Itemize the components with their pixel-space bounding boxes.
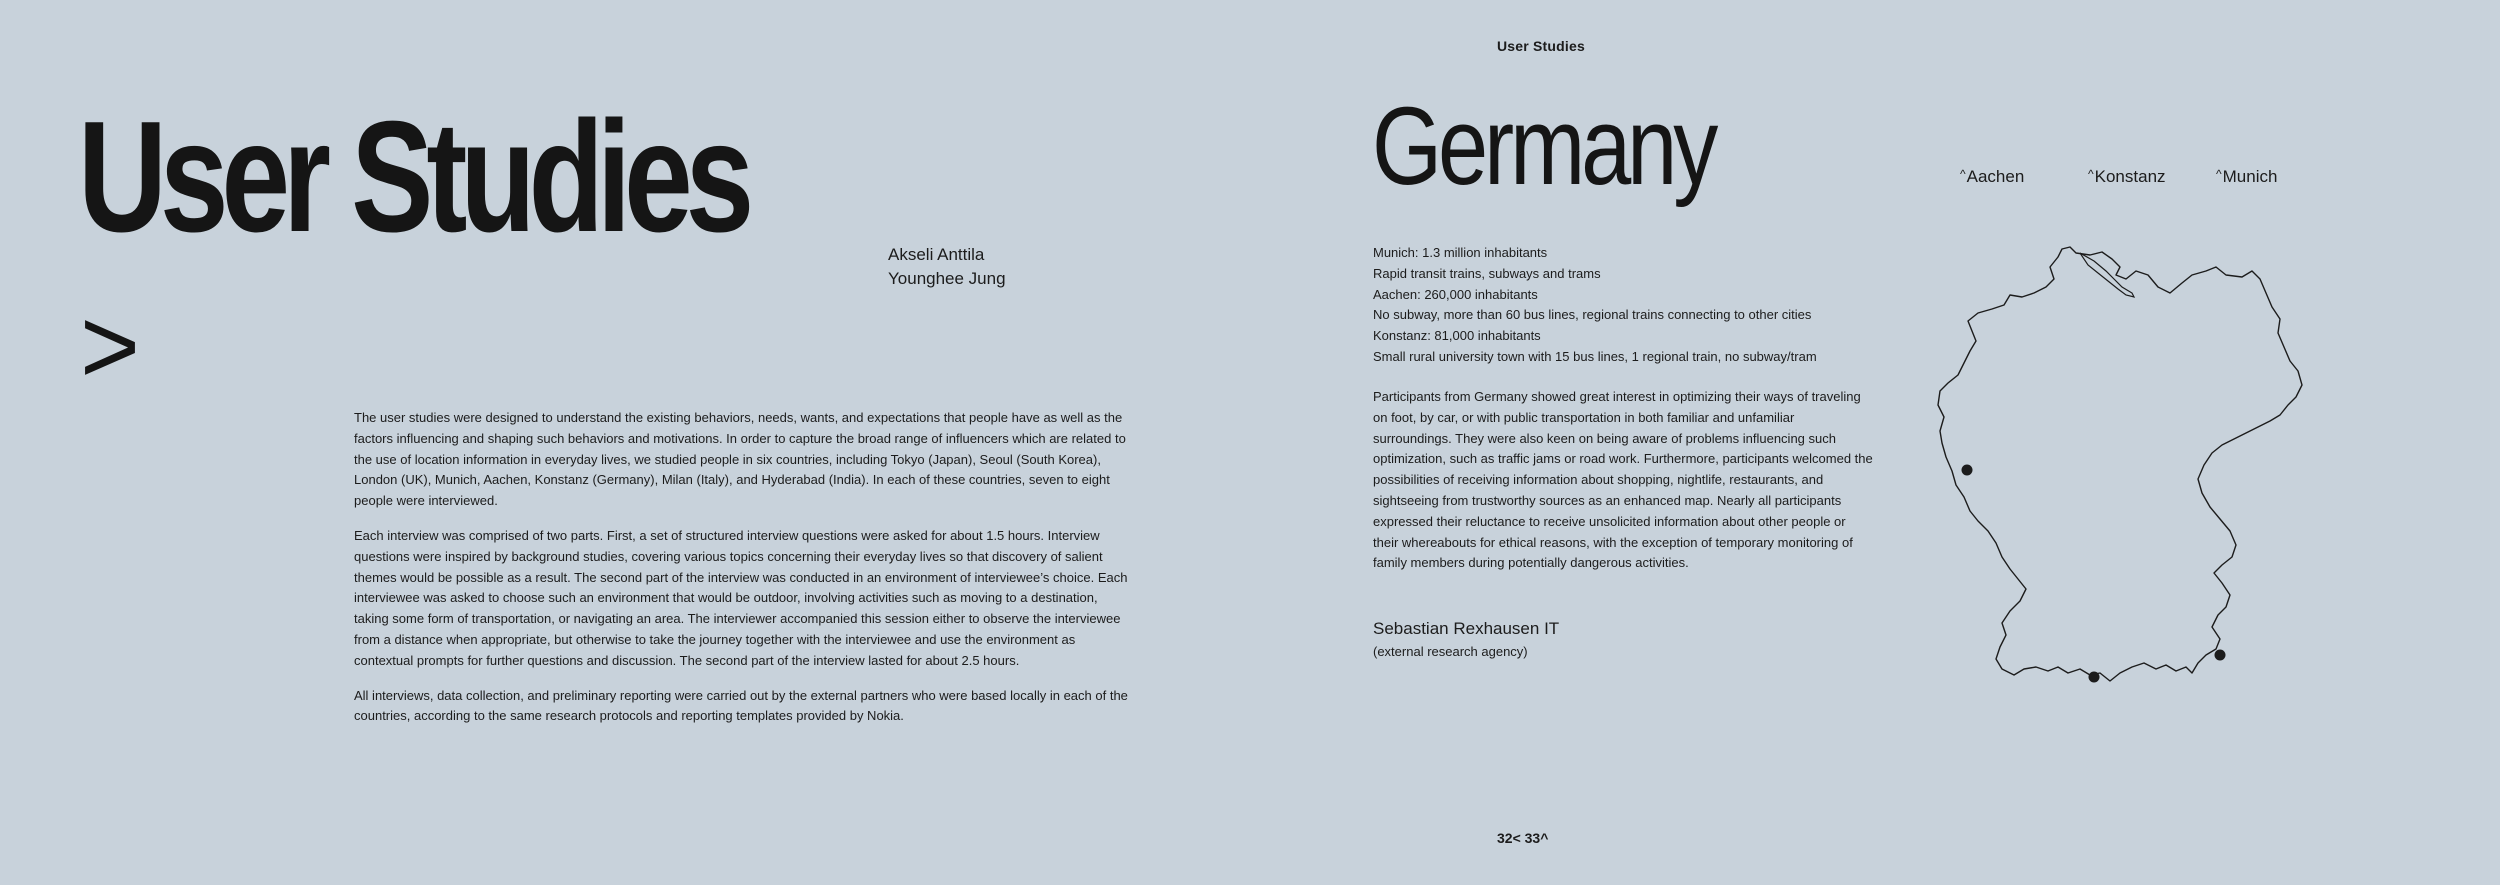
city-label-munich	[2216, 167, 2277, 187]
running-header: User Studies	[1497, 38, 1585, 54]
intro-paragraph: All interviews, data collection, and preliminary reporting were carried out by the external partners who were based locally in each of the countries, according to the same research protocols and reporting templates provided by Nokia.	[354, 687, 1128, 724]
city-label-text: Munich	[2222, 167, 2278, 186]
fact-line: Aachen: 260,000 inhabitants	[1373, 286, 1538, 302]
city-marker-munich	[2215, 650, 2226, 661]
fact-line: Rapid transit trains, subways and trams	[1373, 265, 1601, 281]
authors	[888, 243, 1006, 291]
city-labels	[1960, 167, 2400, 191]
city-facts	[1373, 243, 1933, 368]
chevron-right-icon: >	[80, 285, 140, 406]
city-label-aachen	[1960, 167, 2024, 187]
caret-icon: ^	[2088, 167, 2094, 181]
caret-icon: ^	[1960, 167, 1966, 181]
author-name: Akseli Anttila	[888, 245, 985, 264]
page-numbers: 32< 33^	[1497, 830, 1549, 846]
germany-map	[1930, 235, 2390, 715]
city-marker-konstanz	[2089, 672, 2100, 683]
fact-line: Small rural university town with 15 bus lines, 1 regional train, no subway/tram	[1373, 348, 1817, 364]
intro-paragraph: Each interview was comprised of two parts. First, a set of structured interview questions were asked for about 1.5 hours. Interview questions were inspired by background studies, covering various topics concerning their everyday lives so that discovery of salient themes would be possible as a result. The second part of the interview was conducted in an environment of interviewee’s choice. Each interviewee was asked to choose such an environment that would be outdoor, involving activities such as moving to a destination, taking some form of transportation, or navigating an area. The interviewer accompanied this session either to observe the interviewee from a distance when appropriate, but otherwise to take the journey together with the interviewee and use the environment as contextual prompts for further questions and discussion. The second part of the interview lasted for about 2.5 hours.	[354, 527, 1128, 668]
city-marker-aachen	[1962, 465, 1973, 476]
fact-line: No subway, more than 60 bus lines, regional trains connecting to other cities	[1373, 307, 1812, 323]
intro-paragraph: The user studies were designed to understand the existing behaviors, needs, wants, and expectations that people have as well as the factors influencing and shaping such behaviors and motivations. In order to capture the broad range of influencers which are related to the use of location information in everyday lives, we studied people in six countries, including Tokyo (Japan), Seoul (South Korea), London (UK), Munich, Aachen, Konstanz (Germany), Milan (Italy), and Hyderabad (India). In each of these countries, seven to eight people were interviewed.	[354, 410, 1126, 509]
page-title: User Studies	[78, 89, 748, 265]
city-label-text: Aachen	[1966, 167, 2025, 186]
fact-line: Munich: 1.3 million inhabitants	[1373, 245, 1548, 260]
city-label-text: Konstanz	[2094, 167, 2166, 186]
author-name: Younghee Jung	[888, 269, 1006, 288]
research-agency: (external research agency)	[1373, 644, 1528, 659]
island-outline	[2080, 253, 2134, 297]
country-title: Germany	[1372, 85, 1715, 208]
city-label-konstanz	[2088, 167, 2166, 187]
researcher-name: Sebastian Rexhausen IT	[1373, 619, 1560, 638]
fact-line: Konstanz: 81,000 inhabitants	[1373, 328, 1541, 344]
participants-paragraph: Participants from Germany showed great interest in optimizing their ways of traveling on foot, by car, or with public transportation in both familiar and unfamiliar surroundings. They were also keen on being aware of problems influencing such optimization, such as traffic jams or road work. Furthermore, participants welcomed the possibilities of receiving information about shopping, nightlife, restaurants, and sightseeing from trustworthy sources as an enhanced map. Nearly all participants expressed their reluctance to receive unsolicited information about other people or their whereabouts for ethical reasons, with the exception of temporary monitoring of family members during potentially dangerous activities.	[1373, 389, 1873, 571]
intro-text	[354, 408, 1129, 741]
caret-icon: ^	[2216, 167, 2222, 181]
germany-outline	[1938, 247, 2302, 681]
